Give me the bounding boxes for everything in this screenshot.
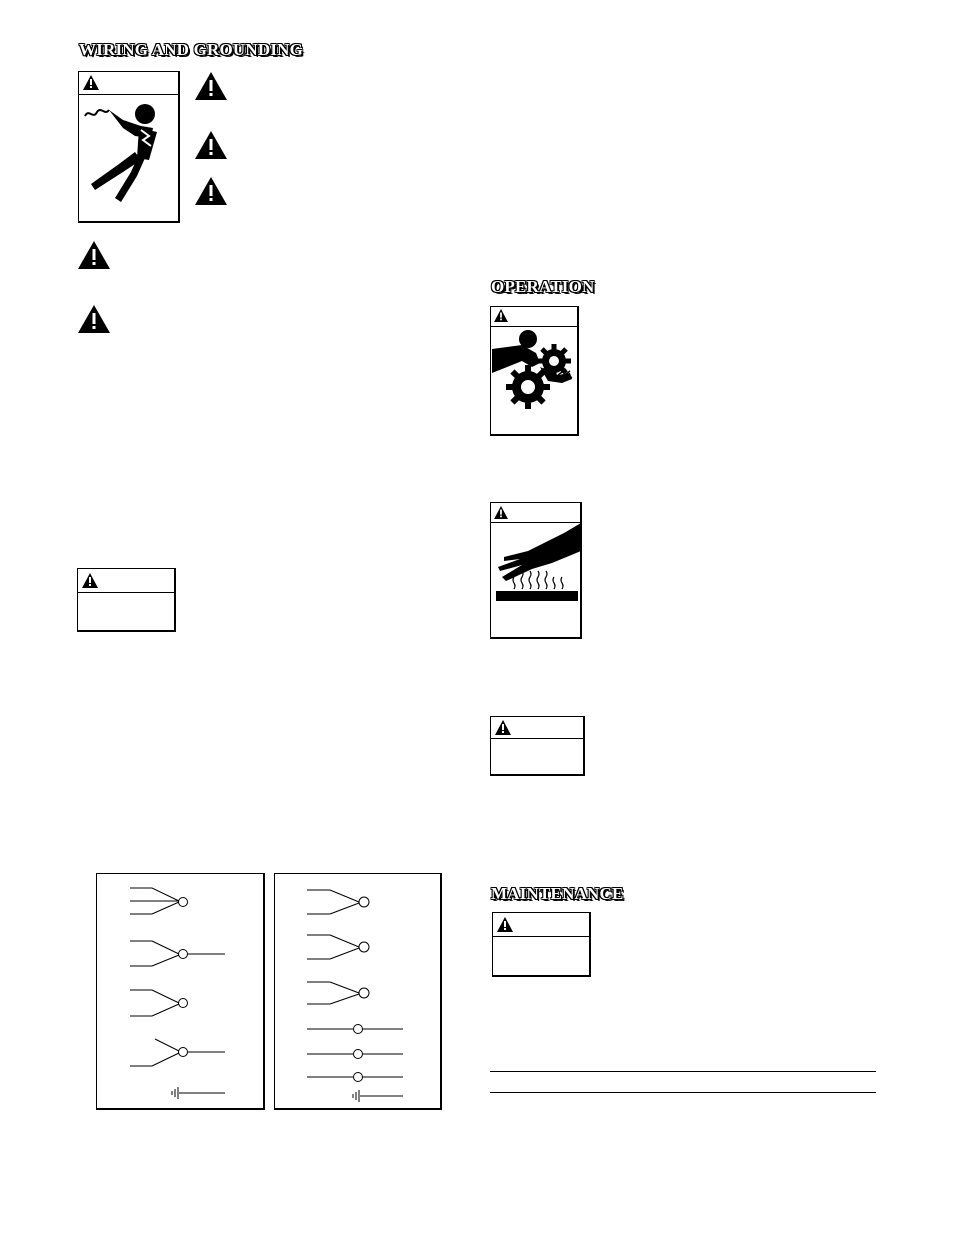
hot-surface-warning-box	[490, 502, 582, 639]
warning-box-header	[493, 913, 589, 937]
warning-triangle-icon	[195, 131, 227, 159]
warning-triangle-icon	[83, 75, 99, 90]
wiring-diagram-left	[96, 873, 265, 1110]
table-header-rule	[490, 1092, 876, 1093]
warning-triangle-icon	[82, 573, 98, 588]
moving-gears-hand-icon	[492, 327, 578, 411]
operation-heading: OPERATION	[491, 277, 595, 296]
shock-warning-box	[78, 71, 180, 223]
warning-triangle-icon	[495, 720, 511, 735]
wiring-diagram-right	[274, 873, 442, 1110]
wiring-heading: WIRING AND GROUNDING	[79, 40, 304, 59]
warning-triangle-icon	[195, 177, 227, 205]
ground-symbol-icon	[172, 1087, 178, 1099]
warning-triangle-icon	[494, 506, 508, 519]
warning-box-header	[491, 717, 583, 739]
warning-triangle-icon	[494, 309, 508, 322]
warning-triangle-icon	[78, 241, 110, 269]
warning-box-header	[491, 307, 577, 327]
ground-symbol-icon	[353, 1090, 359, 1102]
hot-surface-hand-icon	[492, 523, 581, 603]
moving-parts-warning-box	[490, 306, 579, 436]
warning-box-header	[78, 569, 174, 593]
caution-box	[490, 716, 585, 776]
wiring-diagram-right-drawing	[275, 874, 443, 1111]
warning-triangle-icon	[195, 72, 227, 100]
wiring-diagram-left-drawing	[97, 874, 266, 1111]
electric-shock-icon	[83, 98, 175, 218]
table-top-rule	[490, 1071, 876, 1072]
warning-box-header	[79, 72, 178, 95]
caution-box	[77, 568, 176, 632]
maintenance-heading: MAINTENANCE	[491, 884, 624, 903]
warning-box-header	[491, 503, 580, 523]
warning-triangle-icon	[78, 305, 110, 333]
warning-triangle-icon	[497, 917, 513, 932]
maintenance-warning-box	[492, 912, 591, 977]
